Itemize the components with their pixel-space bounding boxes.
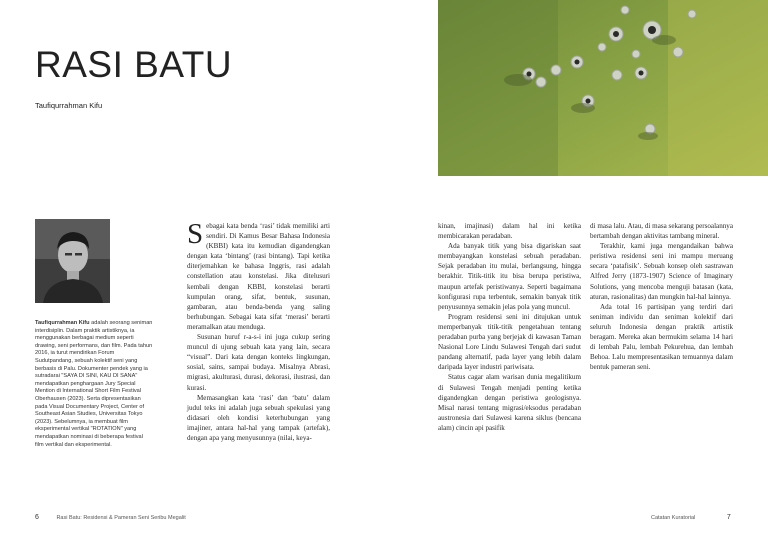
paragraph: Memasangkan kata ‘rasi’ dan ‘batu’ dalam judul teks ini adalah juga sebuah spekulasi yang didasari oleh kondisi keterhubungan yang imajiner, antara hal-hal yang tampak (artefak), dengan apa yang menyusunnya (nilai, keya-: [187, 393, 330, 442]
footer-left: [35, 514, 186, 521]
page-number-left: 6: [35, 514, 39, 521]
text-column-1: [187, 218, 330, 443]
text-column-2: [438, 221, 581, 433]
paragraph: Terakhir, kami juga mengandaikan bahwa peristiwa residensi seni ini mampu meruang secara ‘patafisik’. Sebuah konsep oleh sastrawan Alfred Jerry (1873-1907) Science of Imaginary Solutions, yang mencoba menguji batasan (kata, aturan, rasionalitas) dan mungkin hal-hal lainnya.: [590, 242, 733, 301]
paragraph: Susunan huruf r-a-s-i ini juga cukup sering muncul di ujung sebuah kata yang lain, secara “visual”. Dari kata dengan konteks lingkungan, sosial, sains, sampai budaya. Misalnya Abrasi, migrasi, akulturasi, durasi, dekorasi, ilustrasi, dan kurasi.: [187, 333, 330, 392]
text-column-3: [590, 221, 733, 372]
author-portrait: [35, 219, 110, 303]
bio-name: Taufiqurrahman Kifu: [35, 320, 90, 326]
footer-left-text: Rasi Batu: Residensi & Pameran Seni Seribu Megalit: [56, 515, 186, 521]
aerial-photo: [438, 0, 768, 176]
paragraph-text: ebagai kata benda ‘rasi’ tidak memiliki arti sendiri. Di Kamus Besar Bahasa Indonesia (KBBI) kata itu kemudian digandengkan dengan kata ‘bintang’ (rasi bintang). Tapi ketika diterjemahkan ke bahasa Inggris, rasi adalah constellation atau konstelasi. Jika ditelusuri kembali dengan KBBI, konstelasi berarti kumpulan orang, sifat, bentuk, susunan, gambaran, atau benda-benda yang saling berhubungan. Sebagai kata sifat ‘merasi’ berarti meramalkan atau menduga.: [187, 222, 330, 331]
bio-text: adalah seorang seniman interdisiplin. Dalam praktik artistiknya, ia menggunakan berbagai medium seperti drawing, seni performans, dan film. Pada tahun 2016, ia turut mendirikan Forum Sudutpandang, sebuah kolektif seni yang berbasis di Palu. Dokumenter pendek yang ia sutradarai "SAYA DI SINI, KAU DI SANA" mendapatkan penghargaan Jury Special Mention di International Short Film Festival Oberhausen (2023). Serta dipresentasikan pada Visual Documentary Project, Center of Southeast Asian Studies, Universitas Tokyo (2023). Sebelumnya, ia membuat film eksperimental vertikal "ROTATION" yang mendapatkan nominasi di beberapa festival film vertikal dan eksperimental.: [35, 320, 153, 448]
paragraph: Ada total 16 partisipan yang terdiri dari seniman individu dan seniman kolektif dari seluruh Indonesia dengan praktik artistik beragam. Mereka akan bermukim selama 14 hari di lembah Palu, lembah Pekurehua, dan lembah Behoa. Lalu mempresentasikan temuannya dalam bentuk pameran seni.: [590, 302, 733, 372]
megalith-field-image: [438, 0, 768, 176]
paragraph: di masa lalu. Atau, di masa sekarang persoalannya bertambah dengan aktivitas tambang mineral.: [590, 222, 733, 241]
author-name: Taufiqurrahman Kifu: [35, 101, 103, 110]
paragraph: Ada banyak titik yang bisa digariskan saat membayangkan konstelasi sebuah peradaban. Sejak peradaban itu mulai, berlangsung, hingga berakhir. Titik-titik itu bisa berupa peristiwa, maupun artefak peristiwanya. Seperti bagaimana konfigurasi rupa terbentuk, semakin banyak titik penyusunnya semakin jelas pola yang muncul.: [438, 242, 581, 311]
author-bio: [35, 320, 153, 449]
article-title: RASI BATU: [35, 44, 233, 85]
paragraph: Program residensi seni ini ditujukan untuk memperbanyak titik-titik pengetahuan tentang peradaban purba yang berjejak di kawasan Taman Nasional Lore Lindu Sulawesi Tengah dari sudut pandang alternatif, pada layer yang lebih dalam daripada layer industri pariwisata.: [438, 312, 581, 372]
drop-cap: S: [187, 218, 204, 250]
right-page: [384, 0, 768, 545]
page-number-right: 7: [726, 514, 731, 521]
paragraph: [187, 218, 330, 332]
paragraph: kinan, imajinasi) dalam hal ini ketika membicarakan peradaban.: [438, 222, 581, 241]
portrait-image: [35, 219, 110, 303]
footer-right: [651, 514, 731, 521]
paragraph: Status cagar alam warisan dunia megalitikum di Sulawesi Tengah menjadi penting ketika digandengkan dengan peristiwa geologisnya. Misal narasi tentang migrasi/eksodus peradaban austronesia dari Sulawesi karena siklus (bencana alam) cincin api pasifik: [438, 373, 581, 432]
footer-right-text: Catatan Kuratorial: [651, 515, 696, 521]
